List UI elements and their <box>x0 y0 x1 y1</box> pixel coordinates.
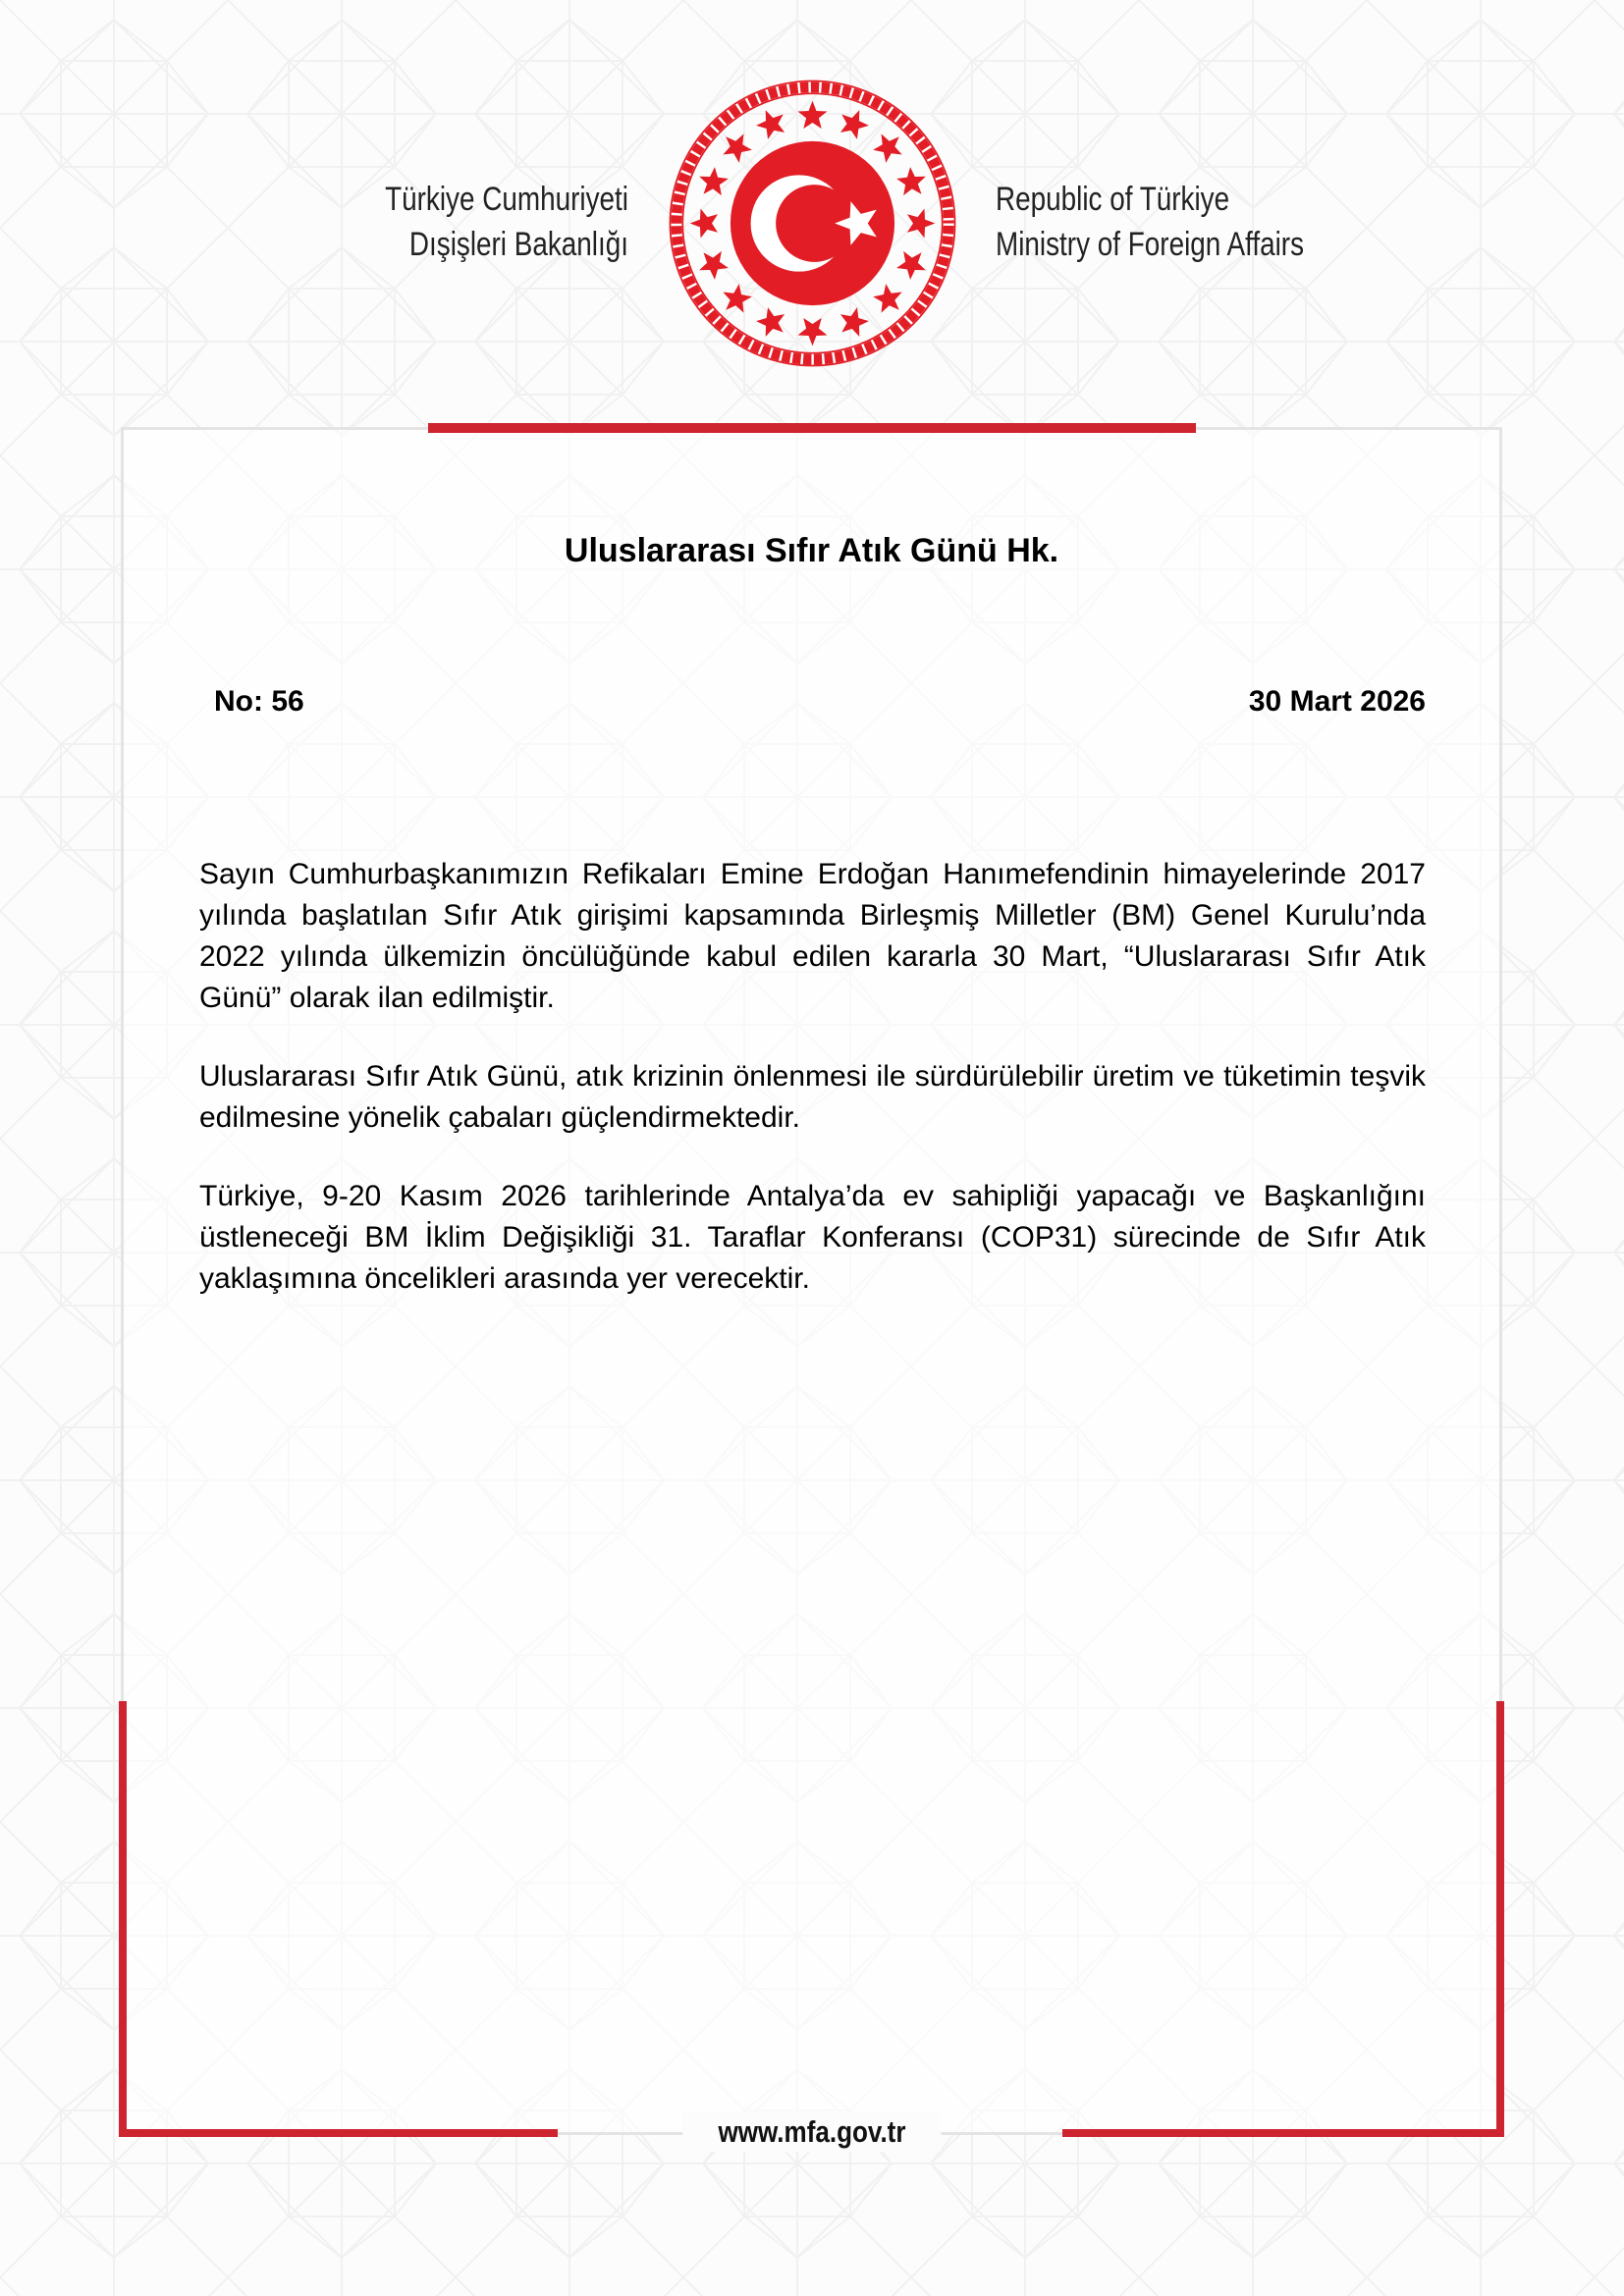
document-body <box>199 854 1426 1337</box>
ministry-name-english-line2: Ministry of Foreign Affairs <box>996 226 1305 263</box>
footer-website-text: www.mfa.gov.tr <box>718 2114 905 2149</box>
document-title: Uluslararası Sıfır Atık Günü Hk. <box>564 532 1059 569</box>
bottom-left-red-border <box>119 2129 558 2137</box>
ministry-name-turkish-line2: Dışişleri Bakanlığı <box>408 226 628 263</box>
paragraph: Uluslararası Sıfır Atık Günü, atık krizinin önlenmesi ile sürdürülebilir üretim ve tüketimin teşvik edilmesine yönelik çabaları güçlendirmektedir. <box>199 1060 1426 1134</box>
ministry-name-turkish <box>274 177 628 267</box>
right-red-border <box>1496 1701 1504 2137</box>
document-meta-row <box>214 681 1426 722</box>
paragraph: Türkiye, 9-20 Kasım 2026 tarihlerinde Antalya’da ev sahipliği yapacağı ve Başkanlığını üstleneceği BM İklim Değişikliği 31. Taraflar Konferansı (COP31) sürecinde de Sıfır Atık yaklaşımına öncelikleri arasında yer verecektir. <box>199 1180 1426 1295</box>
ministry-name-english-line1: Republic of Türkiye <box>996 181 1230 218</box>
top-red-bar <box>428 423 1196 433</box>
left-red-border <box>119 1701 127 2137</box>
document-number: No: 56 <box>214 685 304 718</box>
bottom-right-red-border <box>1062 2129 1504 2137</box>
document-frame <box>121 427 1502 2149</box>
paragraph: Sayın Cumhurbaşkanımızın Refikaları Emine Erdoğan Hanımefendinin himayelerinde 2017 yılında başlatılan Sıfır Atık girişimi kapsamında Birleşmiş Milletler (BM) Genel Kurulu’nda 2022 yılında ülkemizin öncülüğünde kabul edilen kararla 30 Mart, “Uluslararası Sıfır Atık Günü” olarak ilan edilmiştir. <box>199 858 1426 1014</box>
mfa-emblem-icon <box>668 79 957 368</box>
document-date: 30 Mart 2026 <box>1248 685 1426 718</box>
footer-website <box>682 2112 941 2152</box>
ministry-name-english <box>996 177 1414 267</box>
ministry-name-turkish-line1: Türkiye Cumhuriyeti <box>385 181 628 218</box>
